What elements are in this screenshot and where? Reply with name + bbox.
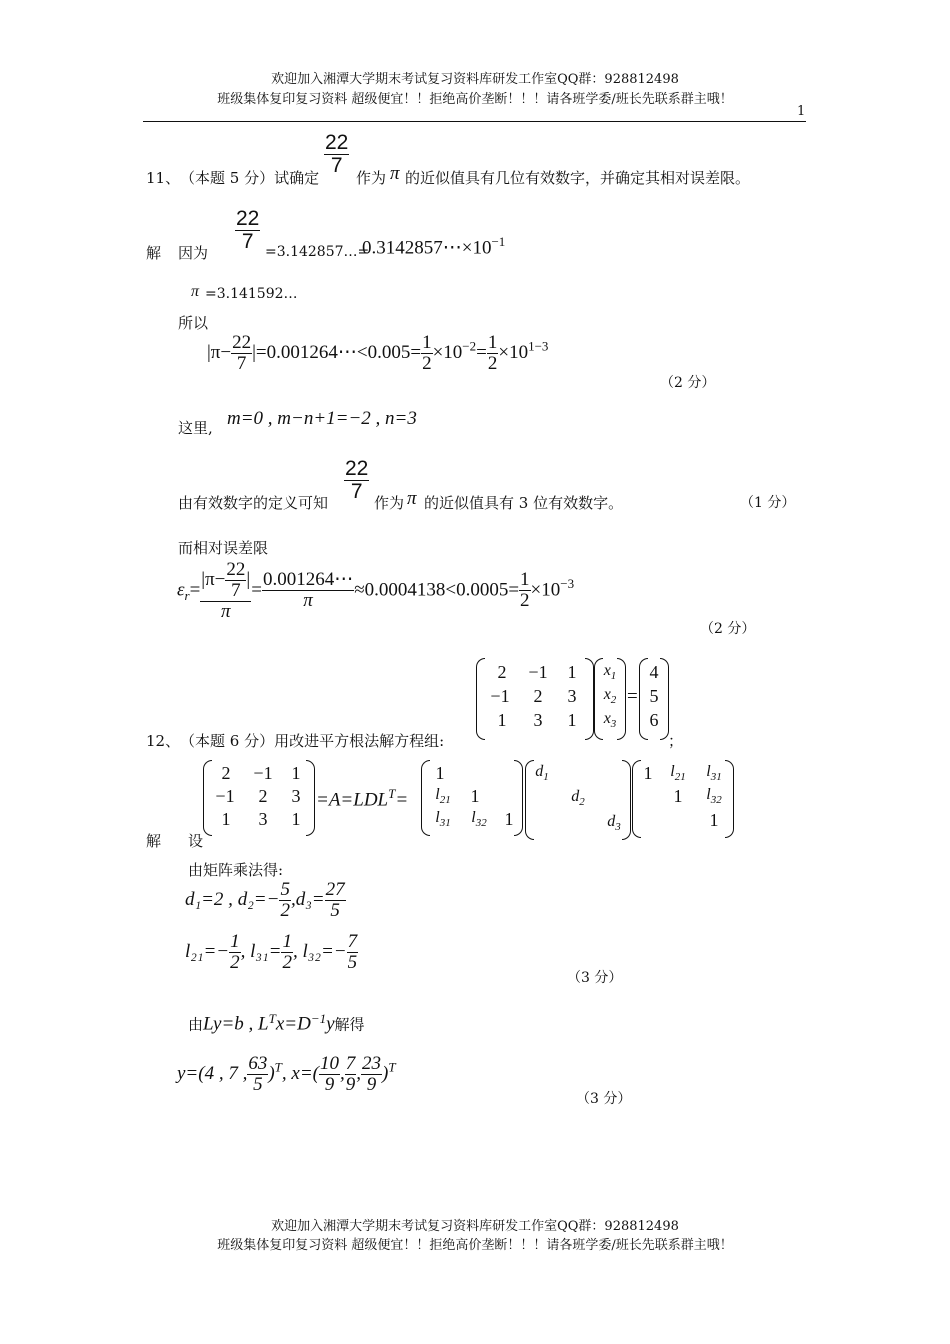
- q11-conclusion-b: 作为: [374, 494, 405, 512]
- q11-here: 这里,: [178, 419, 213, 437]
- q12-l-values: l₂₁=− $\frac{1}{2}$ , l₃₁= $\frac{1}{2}$ , l₃₂=− $\frac{7}{5}$: [185, 931, 358, 973]
- q12-matrix-LT: 1 $l_{21}$ $l_{31}$ 1 $l_{32}$ 1: [632, 760, 734, 838]
- header-rule: [143, 121, 806, 122]
- q12-vector-b: 4 5 6: [639, 658, 669, 740]
- q12-matrix-D: $d_1$ $d_2$ $d_3$: [525, 760, 631, 840]
- q11-fraction-22-7-c: $\frac{22}{7}$: [345, 457, 369, 504]
- q12-score-1: （3 分）: [567, 970, 623, 986]
- q11-pi-value: =3.141592…: [205, 286, 298, 302]
- q11-relative-label: 而相对误差限: [178, 539, 269, 557]
- q11-score-2: （1 分）: [740, 495, 796, 511]
- q11-value-22-7: =3.142857…=: [265, 244, 370, 260]
- q12-solve-line: 由Ly=b , $L^Tx=D^{-1}y$解得: [188, 1011, 365, 1035]
- q12-vector-x: $x_1$ $x_2$ $x_3$: [594, 658, 626, 740]
- footer-line-1: 欢迎加入湘潭大学期末考试复习资料库研发工作室QQ群：928812498: [271, 1219, 679, 1234]
- q12-score-2: （3 分）: [576, 1091, 632, 1107]
- q12-prompt: （本题 6 分）用改进平方根法解方程组:: [180, 732, 445, 750]
- q11-because: 因为: [178, 244, 209, 262]
- q12-matrix-L: 1 $l_{21}$ 1 $l_{31}$ $l_{32}$ 1: [421, 760, 523, 836]
- frac-num: 22: [325, 131, 349, 154]
- q11-tail: 的近似值具有几位有效数字，并确定其相对误差限。: [405, 169, 751, 187]
- q11-here-equation: m=0 , m−n+1=−2 , n=3: [227, 408, 417, 429]
- q11-pi-3: π: [407, 488, 417, 509]
- q12-solution-label: 解: [146, 832, 162, 850]
- q11-prefix: （本题 5 分）试确定: [180, 169, 320, 187]
- q12-by-multiplication: 由矩阵乘法得:: [188, 861, 284, 879]
- q12-y-x-solution: y=(4 , 7 , $\frac{63}{5}$ )$^T$, x=( $\frac{10}{9}$ , $\frac{7}{9}$ , $\frac{23}{9}$ )$^T$: [177, 1053, 396, 1095]
- q12-let: 设: [188, 832, 204, 850]
- q11-score-1: （2 分）: [660, 375, 716, 391]
- q11-relative-error: $\varepsilon_r=$ |π− $\frac{22}{7}$ | π = $\frac{0.001264\cdots}{\pi}$ ≈0.0004138<0.0005= $\frac{1}{2}$ $\times 10^{-3}$: [177, 559, 575, 622]
- q12-ldl-eq: $=A=LDL^T=$: [316, 786, 409, 811]
- footer-line-2: 班级集体复印复习资料 超级便宜！！拒绝高价垄断！！！请各班学委/班长先联系群主哦！: [217, 1238, 733, 1253]
- frac-den: 7: [330, 154, 343, 178]
- q12-number: 12、: [146, 732, 181, 750]
- q11-fraction-22-7-b: $\frac{22}{7}$: [236, 207, 260, 254]
- q12-matrix-A: 2 −1 1 −1 2 3 1 3 1: [476, 658, 594, 740]
- q12-equals: =: [627, 686, 638, 707]
- q11-therefore: 所以: [178, 314, 209, 332]
- q11-suffix: 作为: [356, 169, 387, 187]
- q11-pi-2: π: [191, 283, 200, 300]
- q11-inequality: |π− $\frac{22}{7}$ |=0.001264⋯<0.005= $\frac{1}{2}$ $\times 10^{-2}=$ $\frac{1}{2}$ $\times 10^{1-3}$: [207, 332, 549, 374]
- header-line-1: 欢迎加入湘潭大学期末考试复习资料库研发工作室QQ群：928812498: [271, 72, 679, 87]
- q11-conclusion-c: 的近似值具有 3 位有效数字。: [424, 494, 624, 512]
- q12-semicolon: ；: [668, 732, 684, 750]
- q12-d-values: d₁=2 , d₂=− $\frac{5}{2}$ ,d₃= $\frac{27}{5}$: [185, 879, 345, 921]
- q11-conclusion-a: 由有效数字的定义可知: [178, 494, 329, 512]
- q11-value-sci: $0.3142857\cdots\times 10^{-1}$: [362, 234, 506, 259]
- q11-solution-label: 解: [146, 244, 162, 262]
- page-number: 1: [797, 104, 806, 119]
- q12-matrix-A-2: 2 −1 1 −1 2 3 1 3 1: [203, 760, 315, 836]
- q11-score-3: （2 分）: [700, 621, 756, 637]
- q11-pi: π: [390, 163, 400, 184]
- q11-number: 11、: [146, 169, 181, 187]
- header-line-2: 班级集体复印复习资料 超级便宜！！拒绝高价垄断！！！请各班学委/班长先联系群主哦！: [217, 92, 733, 107]
- q11-fraction-22-7: [324, 132, 349, 177]
